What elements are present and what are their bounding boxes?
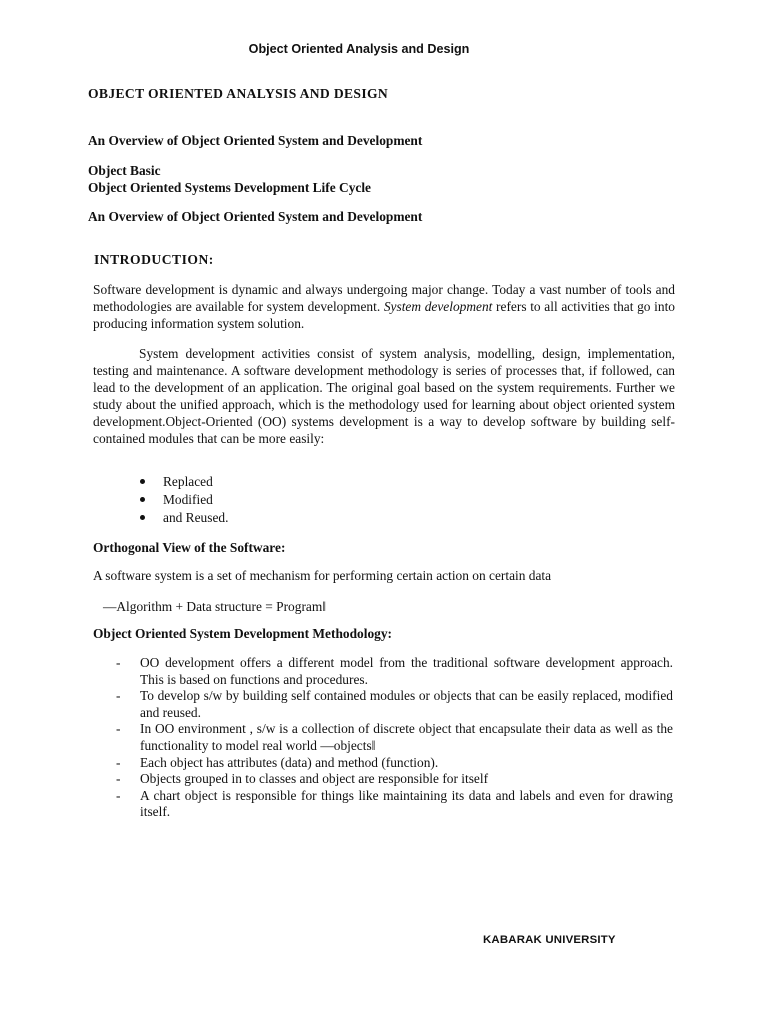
list-item: - OO development offers a different model from the traditional software development approach. This is based on functions and procedures. bbox=[113, 655, 673, 688]
introduction-paragraph-1 bbox=[93, 281, 675, 332]
list-item: - Objects grouped in to classes and object are responsible for itself bbox=[113, 771, 673, 788]
methodology-heading: Object Oriented System Development Methodology: bbox=[93, 626, 393, 641]
para1-text-start: Software development is dynamic and always undergoing major change. Today a vast number of tools and methodologies are available for system development. bbox=[93, 282, 675, 314]
life-cycle-heading: Object Oriented Systems Development Life Cycle bbox=[88, 180, 371, 195]
bullet-list bbox=[93, 473, 228, 527]
overview-heading-repeat: An Overview of Object Oriented System and Development bbox=[88, 209, 423, 224]
document-title: OBJECT ORIENTED ANALYSIS AND DESIGN bbox=[88, 86, 389, 101]
list-item: - To develop s/w by building self contained modules or objects that can be easily replaced, modified and reused. bbox=[113, 688, 673, 721]
running-header: Object Oriented Analysis and Design bbox=[248, 42, 470, 56]
orthogonal-text: A software system is a set of mechanism for performing certain action on certain data bbox=[93, 568, 552, 583]
introduction-heading: INTRODUCTION: bbox=[94, 252, 214, 267]
overview-heading: An Overview of Object Oriented System and Development bbox=[88, 133, 423, 148]
list-item: - Each object has attributes (data) and method (function). bbox=[113, 755, 673, 772]
list-item: and Reused. bbox=[93, 509, 228, 527]
footer-institution: KABARAK UNIVERSITY bbox=[483, 934, 616, 946]
formula-text: —Algorithm + Data structure = Program‖ bbox=[103, 599, 327, 614]
orthogonal-heading: Orthogonal View of the Software: bbox=[93, 540, 286, 555]
list-item: - A chart object is responsible for things like maintaining its data and labels and even for drawing itself. bbox=[113, 788, 673, 821]
introduction-paragraph-2: System development activities consist of system analysis, modelling, design, implementation, testing and maintenance. A software development methodology is series of processes that, if followed, can lead to the development of an application. The original goal based on the system requirements. Further we study about the unified approach, which is the methodology used for learning about object oriented system development.Object-Oriented (OO) systems development is a way to develop software by building self-contained modules that can be more easily: bbox=[93, 346, 675, 446]
methodology-list bbox=[113, 655, 673, 821]
list-item: Replaced bbox=[93, 473, 228, 491]
para1-emphasis: System development bbox=[383, 299, 493, 314]
object-basic-heading: Object Basic bbox=[88, 163, 161, 178]
list-item: Modified bbox=[93, 491, 228, 509]
para1-text-end: refers to all activities that go into producing information system solution. bbox=[93, 299, 675, 331]
list-item: - In OO environment , s/w is a collection of discrete object that encapsulate their data as well as the functionality to model real world —objects‖ bbox=[113, 721, 673, 754]
